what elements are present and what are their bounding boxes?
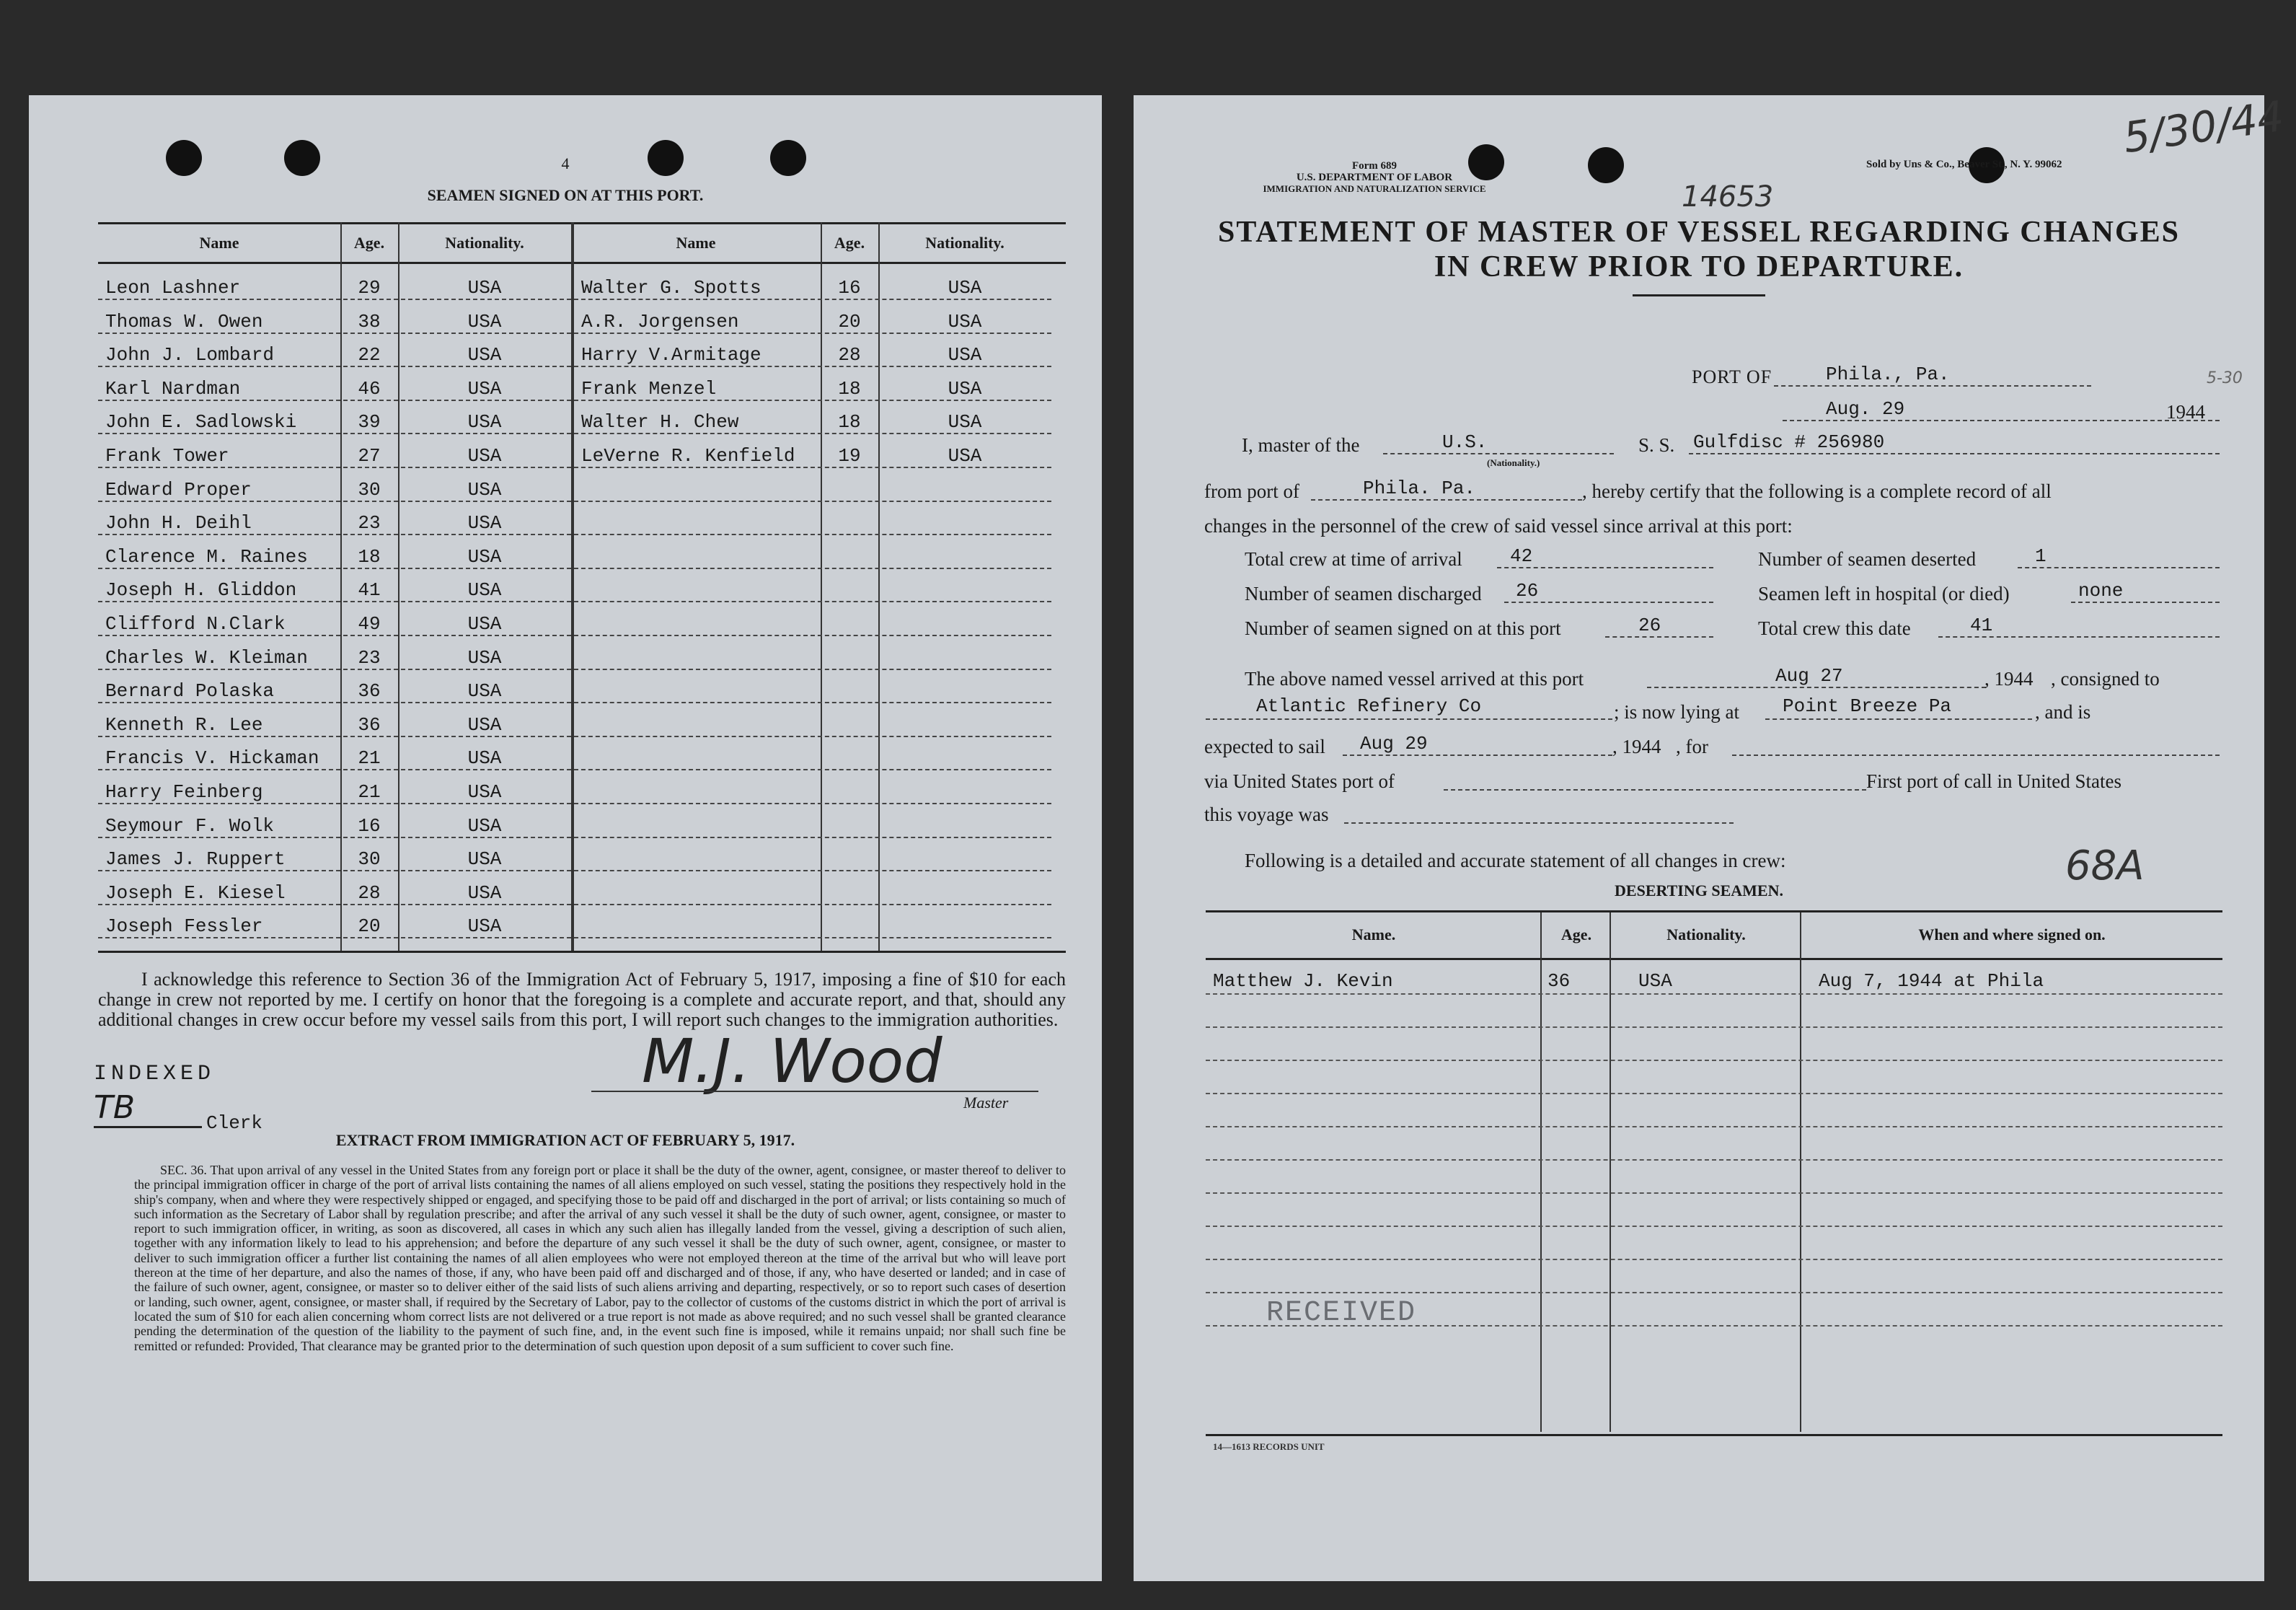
hospital-value: none xyxy=(2078,580,2124,602)
crew-name: Walter G. Spotts xyxy=(581,277,761,299)
page-number: 4 xyxy=(561,154,570,172)
crew-age: 46 xyxy=(358,377,381,400)
crew-nationality: USA xyxy=(948,377,982,400)
for-line xyxy=(1732,734,2220,756)
des-col-when-header: When and where signed on. xyxy=(1918,925,2106,943)
crew-nationality: USA xyxy=(467,881,502,904)
for-label: , for xyxy=(1676,736,1708,757)
discharged-value: 26 xyxy=(1516,580,1539,602)
port-of-value: Phila., Pa. xyxy=(1826,364,1950,385)
crew-age: 21 xyxy=(358,747,381,770)
crew-name: Bernard Polaska xyxy=(105,680,275,703)
arrived-value: Aug 27 xyxy=(1775,665,1843,687)
crew-name: LeVerne R. Kenfield xyxy=(581,445,795,467)
crew-age: 41 xyxy=(358,579,381,602)
des-nationality: USA xyxy=(1638,970,1672,992)
des-name: Matthew J. Kevin xyxy=(1213,970,1393,992)
crew-name: Harry V.Armitage xyxy=(581,344,761,366)
date-year: 1944 xyxy=(2166,401,2205,423)
crew-name: Thomas W. Owen xyxy=(105,310,263,333)
crew-age: 16 xyxy=(838,277,861,299)
deserted-label: Number of seamen deserted xyxy=(1758,548,1977,570)
crew-row xyxy=(574,838,1051,871)
crew-row xyxy=(98,771,571,804)
table-row xyxy=(1206,1292,2222,1293)
extract-heading: EXTRACT FROM IMMIGRATION ACT OF FEBRUARY 5, 1917. xyxy=(335,1131,795,1149)
nationality-line xyxy=(1383,433,1614,454)
crew-name: Charles W. Kleiman xyxy=(105,646,308,669)
crew-table-header xyxy=(98,222,1066,264)
crew-age: 21 xyxy=(358,781,381,803)
deserted-value: 1 xyxy=(2035,545,2046,567)
crew-age: 18 xyxy=(358,545,381,568)
col-name-header: Name xyxy=(199,234,239,252)
des-age: 36 xyxy=(1547,970,1571,992)
certify-text-continued: changes in the personnel of the crew of said vessel since arrival at this port: xyxy=(1204,515,1793,537)
table-row xyxy=(1206,993,2222,995)
deserting-heading: DESERTING SEAMEN. xyxy=(1615,881,1783,899)
crew-name: Karl Nardman xyxy=(105,377,241,400)
right-page xyxy=(1134,91,2287,1581)
deserting-seamen-table xyxy=(1206,910,2222,1430)
crew-name: Harry Feinberg xyxy=(105,781,263,803)
table-row xyxy=(1206,1192,2222,1194)
clerk-label: Clerk xyxy=(206,1112,263,1134)
handwritten-number: 14653 xyxy=(1682,180,1774,214)
col-age-header: Age. xyxy=(353,234,385,252)
crew-row xyxy=(98,469,571,502)
crew-age: 39 xyxy=(358,411,381,434)
nationality-value: U.S. xyxy=(1442,431,1488,453)
crew-nationality: USA xyxy=(467,310,502,333)
crew-row xyxy=(574,469,1051,502)
section-36-text: SEC. 36. That upon arrival of any vessel in the United States from any foreign port or place it shall be the duty of the owner, agent, consignee, or master thereof to deliver to the principal immigration officer in charge of the port of arrival lists containing the names of all aliens employed on such vessel, stating the positions they respectively hold in the ship's company, when and where they were respectively shipped or engaged, and specifying those to be paid off and discharged in the port of arrival; or lists containing so much of such information as the Secretary of Labor shall by regulation prescribe; and after the arrival of any such vessel it shall be the duty of such owner, agent, consignee, or master to report to such immigration officer, in writing, as soon as discovered, all cases in which any such alien has illegally landed from the vessel, giving a description of such alien, together with any information likely to lead to his apprehension; and before the departure of any such vessel it shall be the duty of such owner, agent, consignee, or master to deliver to such immigration officer a further list containing the names of all alien employees who were not employed thereon at the time of the arrival but who will leave port thereon at the time of her departure, and also the names of those, if any, who have been paid off and discharged and of those, if any, who have deserted or landed; and in case of the failure of such owner, agent, consignee, or master so to deliver either of the said lists of such aliens arriving and departing, respectively, or so to report such cases of desertion or landing, such owner, agent, consignee, or master shall, if required by the Secretary of Labor, pay to the collector of customs of the customs district in which the port of arrival is located the sum of $10 for each alien concerning whom correct lists are not delivered or a true report is not made as above required; and no such vessel shall be granted clearance pending the determination of the question of the liability to the payment of such fine, and, in the event such fine is imposed, while it remains unpaid; nor shall such fine be remitted or refunded: Provided, That clearance may be granted prior to the determination of such question upon deposit of a sum sufficient to cover such fine. xyxy=(134,1163,1066,1353)
crew-age: 22 xyxy=(358,344,381,366)
column-divider xyxy=(1540,912,1542,1432)
total-arrival-label: Total crew at time of arrival xyxy=(1245,548,1462,570)
crew-row xyxy=(574,569,1051,602)
crew-row xyxy=(574,637,1051,670)
crew-name: John H. Deihl xyxy=(105,512,252,535)
crew-row xyxy=(98,536,571,569)
crew-row xyxy=(98,805,571,838)
crew-row xyxy=(98,872,571,905)
crew-row xyxy=(574,502,1051,535)
crew-row xyxy=(98,569,571,602)
table-row xyxy=(1206,1026,2222,1028)
crew-age: 30 xyxy=(358,478,381,501)
crew-row xyxy=(574,301,1051,334)
service-name: IMMIGRATION AND NATURALIZATION SERVICE xyxy=(1263,183,1486,194)
crew-row xyxy=(98,435,571,468)
crew-row xyxy=(98,301,571,334)
crew-name: A.R. Jorgensen xyxy=(581,310,739,333)
crew-row xyxy=(574,872,1051,905)
crew-row xyxy=(574,603,1051,636)
crew-row xyxy=(98,704,571,737)
crew-age: 18 xyxy=(838,377,861,400)
column-divider xyxy=(1610,912,1611,1432)
date-value: Aug. 29 xyxy=(1826,398,1905,420)
crew-row xyxy=(574,435,1051,468)
signed-on-value: 26 xyxy=(1638,615,1661,636)
crew-row xyxy=(574,905,1051,938)
crew-name: Edward Proper xyxy=(105,478,252,501)
crew-nationality: USA xyxy=(467,781,502,803)
crew-row xyxy=(574,771,1051,804)
crew-nationality: USA xyxy=(467,545,502,568)
crew-name: Seymour F. Wolk xyxy=(105,814,275,837)
crew-nationality: USA xyxy=(467,377,502,400)
left-page xyxy=(29,95,1102,1581)
col-nationality-header: Nationality. xyxy=(925,234,1004,252)
crew-age: 23 xyxy=(358,512,381,535)
department-name: U.S. DEPARTMENT OF LABOR xyxy=(1296,172,1453,183)
voyage-line xyxy=(1344,802,1734,824)
crew-age: 36 xyxy=(358,713,381,736)
total-arrival-value: 42 xyxy=(1510,545,1533,567)
crew-nationality: USA xyxy=(948,411,982,434)
total-date-value: 41 xyxy=(1970,615,1993,636)
table-row xyxy=(1206,1159,2222,1161)
crew-row xyxy=(98,502,571,535)
ss-label: S. S. xyxy=(1638,434,1675,456)
discharged-label: Number of seamen discharged xyxy=(1245,583,1482,604)
crew-nationality: USA xyxy=(948,445,982,467)
crew-age: 29 xyxy=(358,277,381,299)
hospital-label: Seamen left in hospital (or died) xyxy=(1758,583,2010,604)
crew-name: Clifford N.Clark xyxy=(105,613,286,635)
crew-age: 16 xyxy=(358,814,381,837)
crew-name: Joseph Fessler xyxy=(105,915,263,938)
crew-name: John E. Sadlowski xyxy=(105,411,297,434)
first-port-label: First port of call in United States xyxy=(1866,770,2121,792)
lying-value: Point Breeze Pa xyxy=(1783,695,1952,717)
crew-age: 20 xyxy=(838,310,861,333)
crew-age: 27 xyxy=(358,445,381,467)
crew-age: 38 xyxy=(358,310,381,333)
crew-row xyxy=(98,637,571,670)
crew-name: James J. Ruppert xyxy=(105,848,286,871)
crew-age: 36 xyxy=(358,680,381,703)
crew-row xyxy=(574,401,1051,434)
crew-nationality: USA xyxy=(467,277,502,299)
crew-age: 30 xyxy=(358,848,381,871)
margin-note: 5-30 xyxy=(2207,369,2243,387)
crew-row xyxy=(574,737,1051,770)
arrived-label: The above named vessel arrived at this port xyxy=(1245,668,1584,690)
sail-year: , 1944 xyxy=(1612,736,1661,757)
crew-row xyxy=(98,905,571,938)
crew-nationality: USA xyxy=(467,646,502,669)
consignee-value: Atlantic Refinery Co xyxy=(1256,695,1482,717)
certify-text: , hereby certify that the following is a complete record of all xyxy=(1582,480,2052,502)
crew-name: Frank Tower xyxy=(105,445,229,467)
master-label: Master xyxy=(963,1094,1009,1112)
title-rule xyxy=(1633,294,1765,296)
crew-age: 49 xyxy=(358,613,381,635)
crew-nationality: USA xyxy=(467,344,502,366)
crew-row xyxy=(98,368,571,401)
signed-on-label: Number of seamen signed on at this port xyxy=(1245,617,1561,639)
punch-hole xyxy=(1588,147,1624,183)
arrived-year: , 1944 xyxy=(1984,668,2034,690)
table-row xyxy=(1206,1226,2222,1227)
master-signature: M.J. Wood xyxy=(642,1026,942,1096)
des-col-age-header: Age. xyxy=(1560,925,1592,943)
via-line xyxy=(1444,769,1866,791)
via-label: via United States port of xyxy=(1204,770,1395,792)
crew-nationality: USA xyxy=(467,512,502,535)
crew-row xyxy=(574,670,1051,703)
voyage-label: this voyage was xyxy=(1204,804,1329,825)
deserted-line xyxy=(2018,547,2220,568)
sail-label: expected to sail xyxy=(1204,736,1325,757)
crew-nationality: USA xyxy=(467,478,502,501)
indexed-stamp: INDEXED xyxy=(94,1062,216,1086)
crew-name: Joseph E. Kiesel xyxy=(105,881,286,904)
crew-nationality: USA xyxy=(467,915,502,938)
table-row xyxy=(1206,1093,2222,1094)
form-number: Form 689 xyxy=(1351,160,1398,172)
crew-nationality: USA xyxy=(467,445,502,467)
crew-nationality: USA xyxy=(467,680,502,703)
signature-line xyxy=(591,1091,1038,1092)
total-date-label: Total crew this date xyxy=(1758,617,1911,639)
crew-name: John J. Lombard xyxy=(105,344,275,366)
form-code-handwritten: 68A xyxy=(2065,843,2145,889)
crew-row xyxy=(574,536,1051,569)
table-row xyxy=(1206,1126,2222,1127)
crew-nationality: USA xyxy=(467,848,502,871)
table-bottom-rule xyxy=(98,951,1066,953)
and-is-label: , and is xyxy=(2035,701,2091,723)
clerk-initials: TB xyxy=(94,1089,202,1128)
crew-name: Francis V. Hickaman xyxy=(105,747,319,770)
des-when: Aug 7, 1944 at Phila xyxy=(1819,970,2044,992)
corner-note: 5/30/44 xyxy=(2120,91,2287,163)
sail-value: Aug 29 xyxy=(1360,733,1428,755)
master-of-label: I, master of the xyxy=(1242,434,1360,456)
crew-nationality: USA xyxy=(948,344,982,366)
footer-code: 14—1613 RECORDS UNIT xyxy=(1213,1441,1325,1452)
form-title-line2: IN CREW PRIOR TO DEPARTURE. xyxy=(1434,250,1964,283)
crew-row xyxy=(98,334,571,367)
crew-nationality: USA xyxy=(467,411,502,434)
col-nationality-header: Nationality. xyxy=(445,234,524,252)
table-bottom-rule xyxy=(1206,1434,2222,1436)
crew-row xyxy=(574,704,1051,737)
crew-age: 20 xyxy=(358,915,381,938)
ss-value: Gulfdisc # 256980 xyxy=(1693,431,1885,453)
crew-nationality: USA xyxy=(467,613,502,635)
crew-nationality: USA xyxy=(948,277,982,299)
crew-name: Joseph H. Gliddon xyxy=(105,579,297,602)
form-title-line1: STATEMENT OF MASTER OF VESSEL REGARDING CHANGES xyxy=(1217,216,2181,249)
crew-age: 19 xyxy=(838,445,861,467)
crew-row xyxy=(98,838,571,871)
signed-on-heading: SEAMEN SIGNED ON AT THIS PORT. xyxy=(427,186,704,204)
crew-name: Kenneth R. Lee xyxy=(105,713,263,736)
crew-row xyxy=(98,737,571,770)
crew-row xyxy=(574,368,1051,401)
nationality-caption: (Nationality.) xyxy=(1487,457,1540,468)
from-port-value: Phila. Pa. xyxy=(1363,478,1476,499)
des-col-name-header: Name. xyxy=(1351,925,1396,943)
crew-row xyxy=(98,670,571,703)
deserting-table-header xyxy=(1206,912,2222,960)
crew-row xyxy=(574,267,1051,300)
crew-nationality: USA xyxy=(948,310,982,333)
crew-row xyxy=(574,334,1051,367)
crew-age: 18 xyxy=(838,411,861,434)
table-row xyxy=(1206,1259,2222,1260)
crew-nationality: USA xyxy=(467,814,502,837)
acknowledgement-text: I acknowledge this reference to Section 36 of the Immigration Act of February 5, 1917, imposing a fine of $10 for each change in crew not reported by me. I certify on honor that the foregoing is a complete and accurate report, and that, should any additional changes in crew occur before my vessel sails from this port, I will report such changes to the immigration authorities. xyxy=(98,969,1066,1030)
port-of-label: PORT OF xyxy=(1692,366,1772,387)
from-port-label: from port of xyxy=(1204,480,1299,502)
consigned-label: , consigned to xyxy=(2051,668,2160,690)
crew-age: 23 xyxy=(358,646,381,669)
des-col-nationality-header: Nationality. xyxy=(1666,925,1746,943)
crew-row xyxy=(98,603,571,636)
col-name-header: Name xyxy=(676,234,716,252)
crew-row xyxy=(98,267,571,300)
column-divider xyxy=(1800,912,1801,1432)
crew-row xyxy=(574,805,1051,838)
crew-name: Frank Menzel xyxy=(581,377,717,400)
crew-row xyxy=(98,401,571,434)
lying-label: ; is now lying at xyxy=(1614,701,1739,723)
col-age-header: Age. xyxy=(834,234,865,252)
seller-line: Sold by Uns & Co., Beaver St., N. Y. 99062 xyxy=(1866,159,2062,170)
crew-nationality: USA xyxy=(467,713,502,736)
following-label: Following is a detailed and accurate statement of all changes in crew: xyxy=(1245,850,1786,871)
received-stamp: RECEIVED xyxy=(1266,1297,1417,1329)
crew-age: 28 xyxy=(358,881,381,904)
crew-name: Walter H. Chew xyxy=(581,411,739,434)
crew-nationality: USA xyxy=(467,579,502,602)
crew-name: Leon Lashner xyxy=(105,277,241,299)
crew-age: 28 xyxy=(838,344,861,366)
crew-nationality: USA xyxy=(467,747,502,770)
table-row xyxy=(1206,1060,2222,1061)
crew-name: Clarence M. Raines xyxy=(105,545,308,568)
